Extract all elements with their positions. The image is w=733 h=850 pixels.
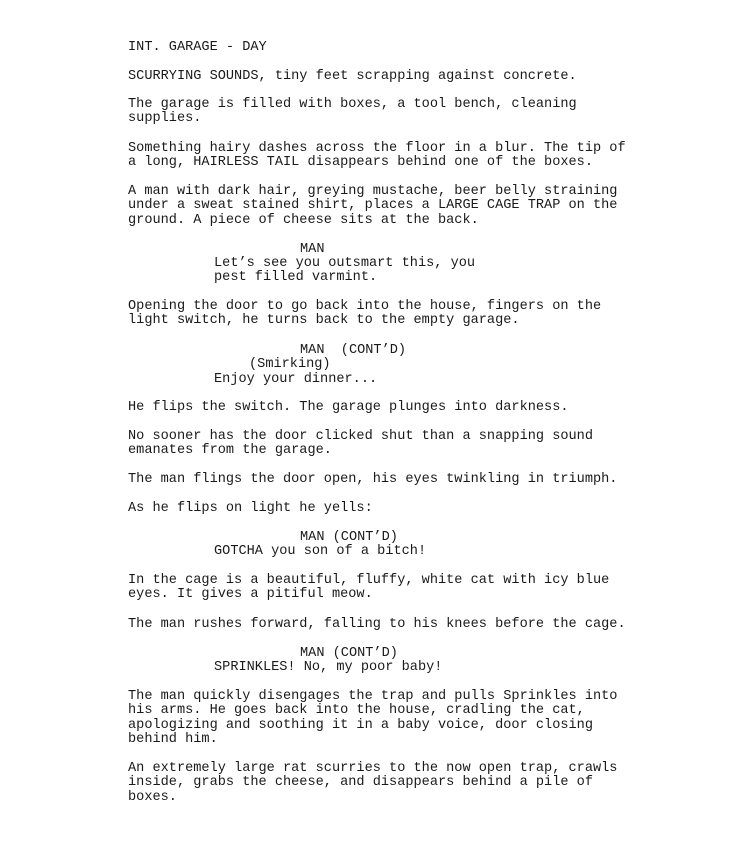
action-line: The garage is filled with boxes, a tool bench, cleaning supplies. <box>128 97 577 127</box>
action-line: SCURRYING SOUNDS, tiny feet scrapping against concrete. <box>128 69 577 84</box>
dialogue: SPRINKLES! No, my poor baby! <box>214 660 443 675</box>
action-line: Opening the door to go back into the house, fingers on the light switch, he turns back to the empty garage. <box>128 299 602 329</box>
character-name: MAN (CONT’D) <box>300 530 398 545</box>
parenthetical: (Smirking) <box>249 357 331 372</box>
action-line: An extremely large rat scurries to the now open trap, crawls inside, grabs the cheese, and disappears behind a pile of boxes. <box>128 761 618 805</box>
action-line: The man rushes forward, falling to his knees before the cage. <box>128 617 626 632</box>
action-line: He flips the switch. The garage plunges into darkness. <box>128 400 569 415</box>
dialogue: Let’s see you outsmart this, you pest filled varmint. <box>214 256 476 286</box>
action-line: The man quickly disengages the trap and pulls Sprinkles into his arms. He goes back into the house, cradling the cat, apologizing and soothing it in a baby voice, door closing behind him. <box>128 689 618 748</box>
action-line: Something hairy dashes across the floor in a blur. The tip of a long, HAIRLESS TAIL disappears behind one of the boxes. <box>128 141 626 171</box>
character-name: MAN <box>300 242 325 257</box>
dialogue: Enjoy your dinner... <box>214 372 378 387</box>
character-name: MAN (CONT’D) <box>300 343 407 358</box>
action-line: A man with dark hair, greying mustache, beer belly straining under a sweat stained shirt, places a LARGE CAGE TRAP on the ground. A piece of cheese sits at the back. <box>128 184 618 228</box>
dialogue: GOTCHA you son of a bitch! <box>214 544 427 559</box>
action-line: As he flips on light he yells: <box>128 501 373 516</box>
action-line: The man flings the door open, his eyes twinkling in triumph. <box>128 472 618 487</box>
character-name: MAN (CONT’D) <box>300 646 398 661</box>
action-line: No sooner has the door clicked shut than a snapping sound emanates from the garage. <box>128 429 593 459</box>
scene-heading: INT. GARAGE - DAY <box>128 40 267 55</box>
action-line: In the cage is a beautiful, fluffy, white cat with icy blue eyes. It gives a pitiful meow. <box>128 573 610 603</box>
